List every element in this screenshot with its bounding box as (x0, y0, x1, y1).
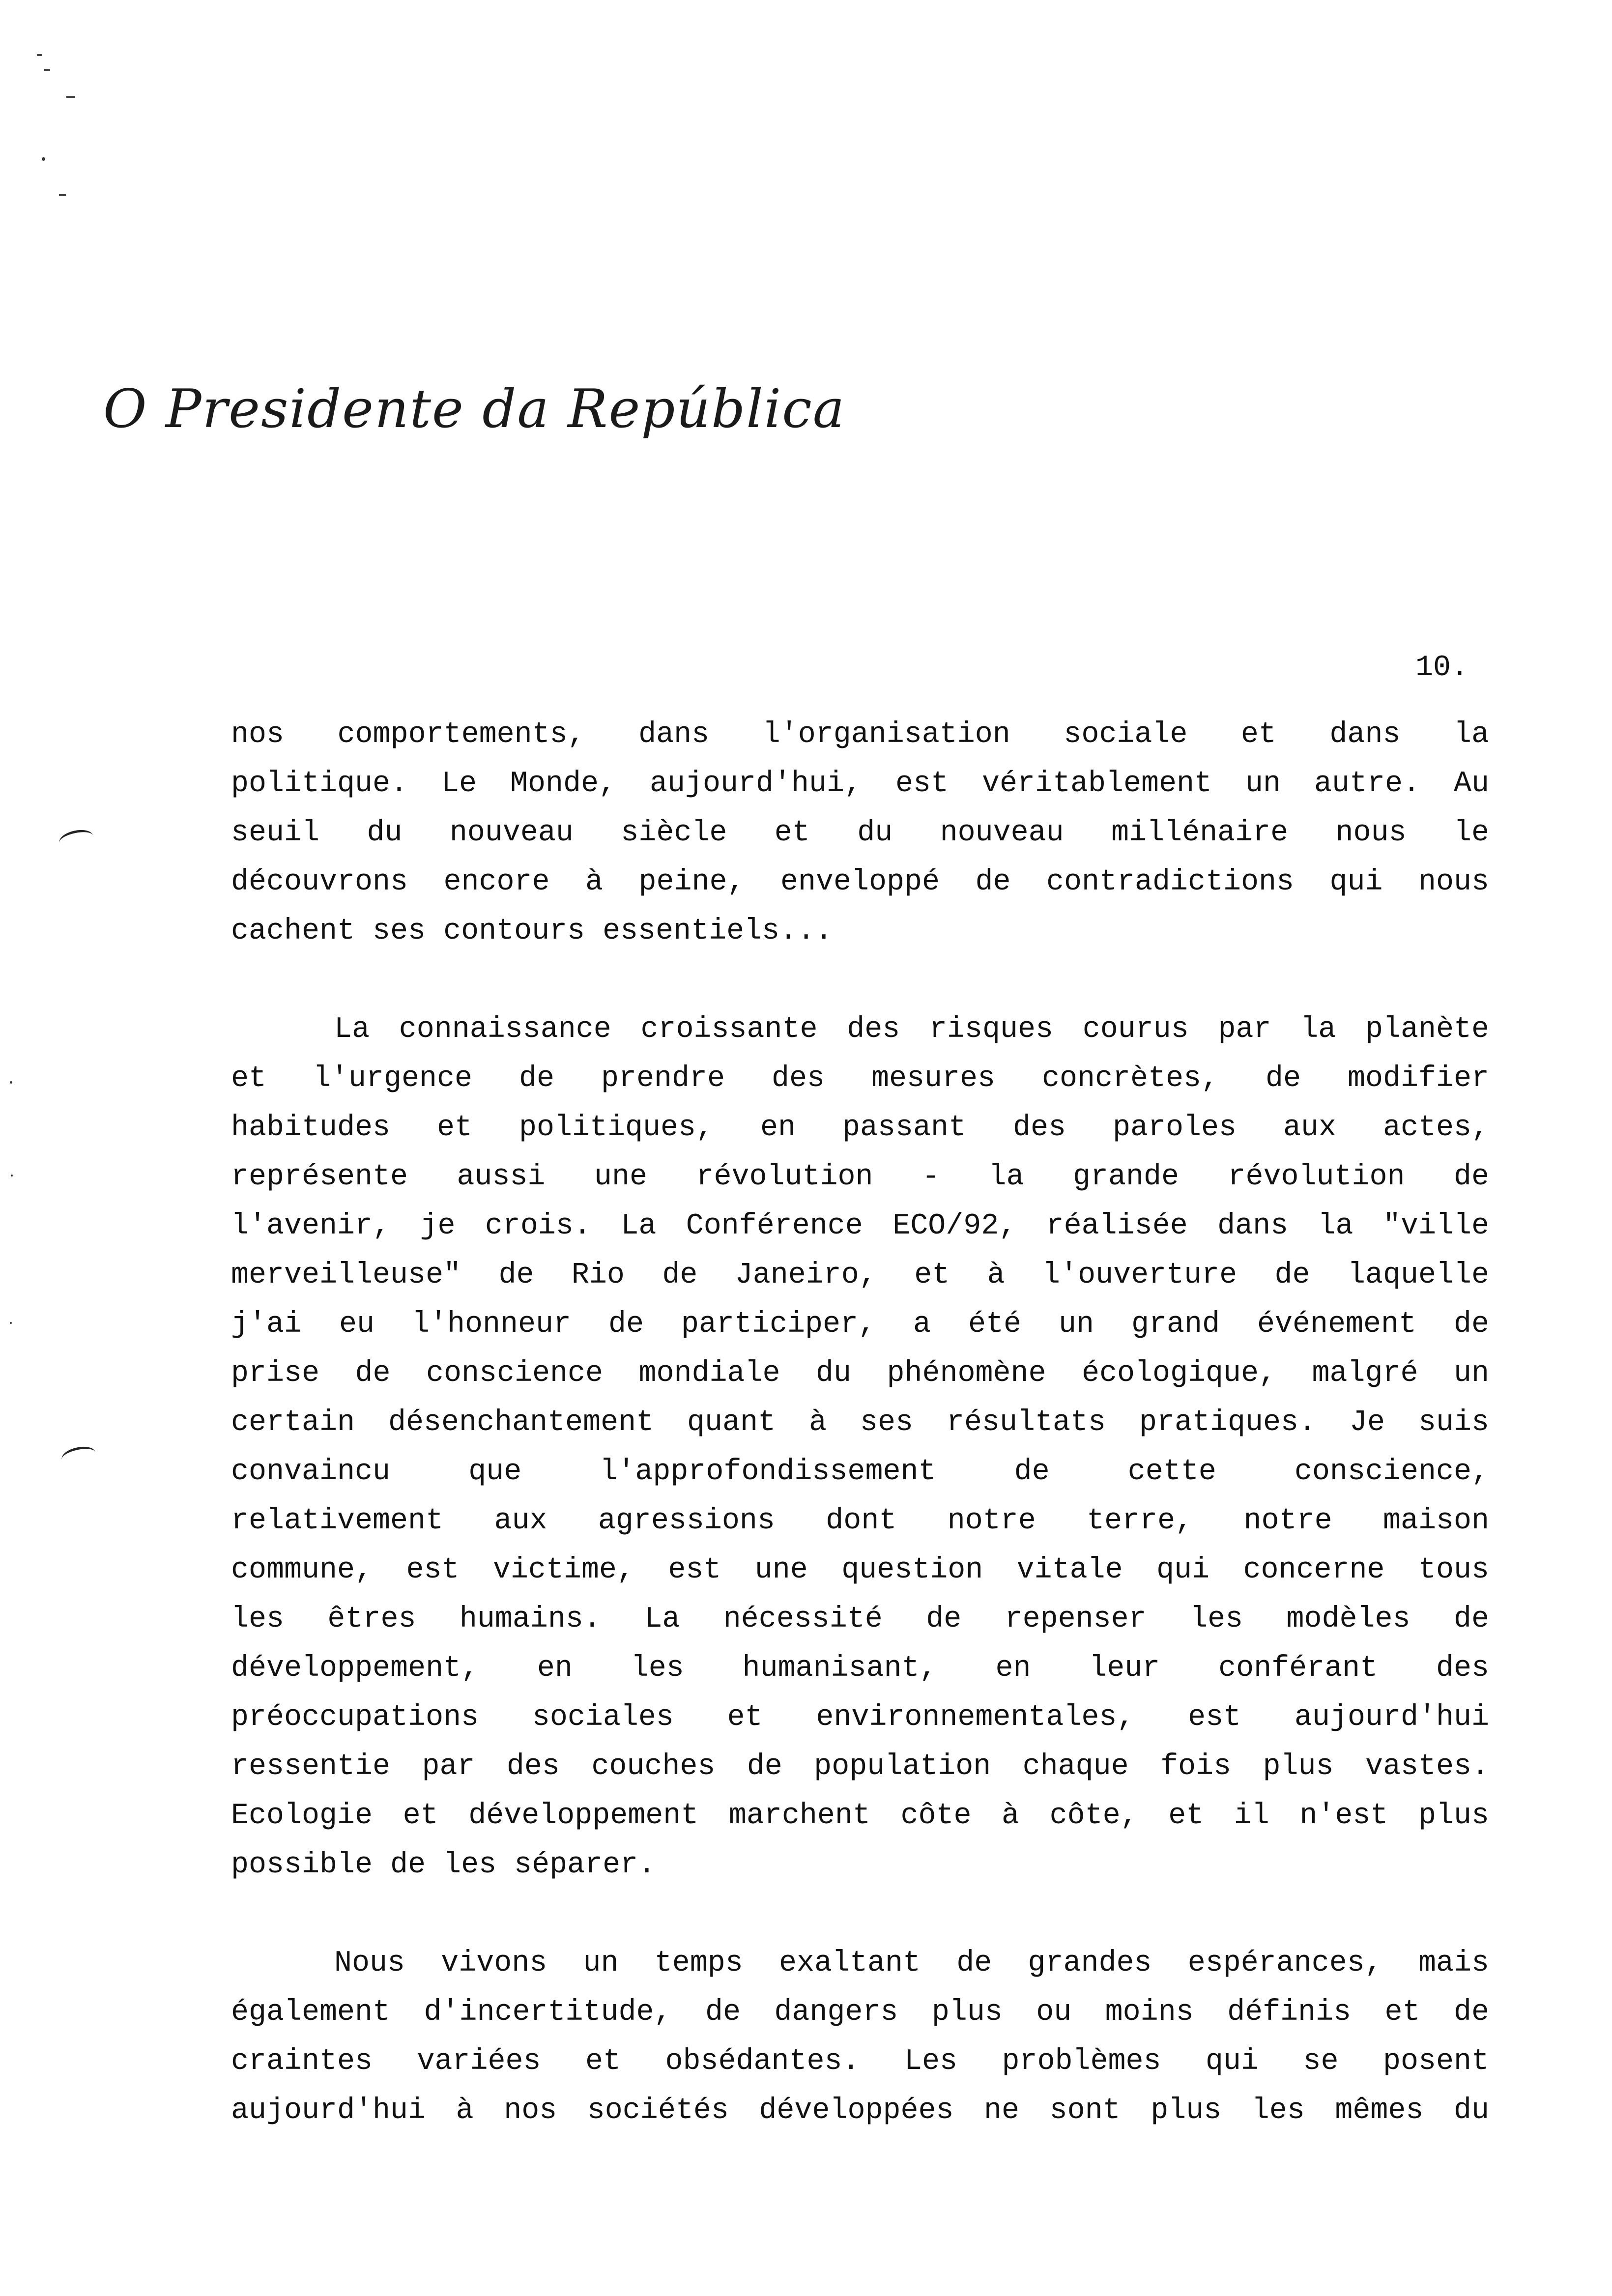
text-line: ressentie par des couches de population chaque fois plus vastes. (231, 1750, 1489, 1783)
text-line: certain désenchantement quant à ses résultats pratiques. Je suis (231, 1406, 1489, 1439)
text-line: aujourd'hui à nos sociétés développées ne sont plus les mêmes du (231, 2094, 1489, 2127)
text-line: relativement aux agressions dont notre terre, notre maison (231, 1504, 1489, 1538)
text-line: cachent ses contours essentiels... (231, 915, 833, 948)
text-line: préoccupations sociales et environnementales, est aujourd'hui (231, 1701, 1489, 1734)
text-line: craintes variées et obsédantes. Les problèmes qui se posent (231, 2045, 1489, 2078)
text-line: politique. Le Monde, aujourd'hui, est véritablement un autre. Au (231, 767, 1489, 801)
text-line: j'ai eu l'honneur de participer, a été un grand événement de (231, 1308, 1489, 1341)
text-line: et l'urgence de prendre des mesures concrètes, de modifier (231, 1062, 1489, 1095)
text-line: développement, en les humanisant, en leur conférant des (231, 1652, 1489, 1685)
text-line: représente aussi une révolution - la grande révolution de (231, 1160, 1489, 1194)
scan-artifact (59, 194, 66, 196)
text-line: La connaissance croissante des risques courus par la planète (334, 1013, 1489, 1046)
scan-artifact (66, 96, 75, 98)
scan-artifact (10, 1081, 12, 1084)
text-line: habitudes et politiques, en passant des paroles aux actes, (231, 1111, 1489, 1145)
margin-mark (58, 827, 95, 851)
text-line: également d'incertitude, de dangers plus ou moins définis et de (231, 1996, 1489, 2029)
scan-artifact (42, 157, 45, 161)
page-number: 10. (1415, 651, 1469, 685)
paragraph-3 (231, 1939, 1489, 2135)
scan-artifact (11, 1175, 13, 1177)
text-line: Ecologie et développement marchent côte à côte, et il n'est plus (231, 1799, 1489, 1833)
text-line: l'avenir, je crois. La Conférence ECO/92, réalisée dans la "ville (231, 1209, 1489, 1243)
letterhead: O Presidente da República (103, 378, 846, 440)
text-line: nos comportements, dans l'organisation sociale et dans la (231, 718, 1489, 751)
text-line: possible de les séparer. (231, 1848, 656, 1882)
margin-mark (60, 1444, 97, 1468)
text-line: seuil du nouveau siècle et du nouveau millénaire nous le (231, 816, 1489, 850)
text-line: convaincu que l'approfondissement de cette conscience, (231, 1455, 1489, 1489)
scan-artifact (10, 1322, 12, 1324)
text-line: les êtres humains. La nécessité de repenser les modèles de (231, 1603, 1489, 1636)
scan-artifact (37, 54, 42, 56)
scan-artifact (44, 69, 50, 71)
text-line: Nous vivons un temps exaltant de grandes espérances, mais (334, 1947, 1489, 1980)
text-line: commune, est victime, est une question vitale qui concerne tous (231, 1553, 1489, 1587)
paragraph-1 (231, 710, 1489, 956)
text-line: prise de conscience mondiale du phénomène écologique, malgré un (231, 1357, 1489, 1390)
paragraph-2 (231, 1005, 1489, 1890)
document-body (231, 710, 1489, 2135)
text-line: merveilleuse" de Rio de Janeiro, et à l'ouverture de laquelle (231, 1259, 1489, 1292)
text-line: découvrons encore à peine, enveloppé de contradictions qui nous (231, 865, 1489, 899)
